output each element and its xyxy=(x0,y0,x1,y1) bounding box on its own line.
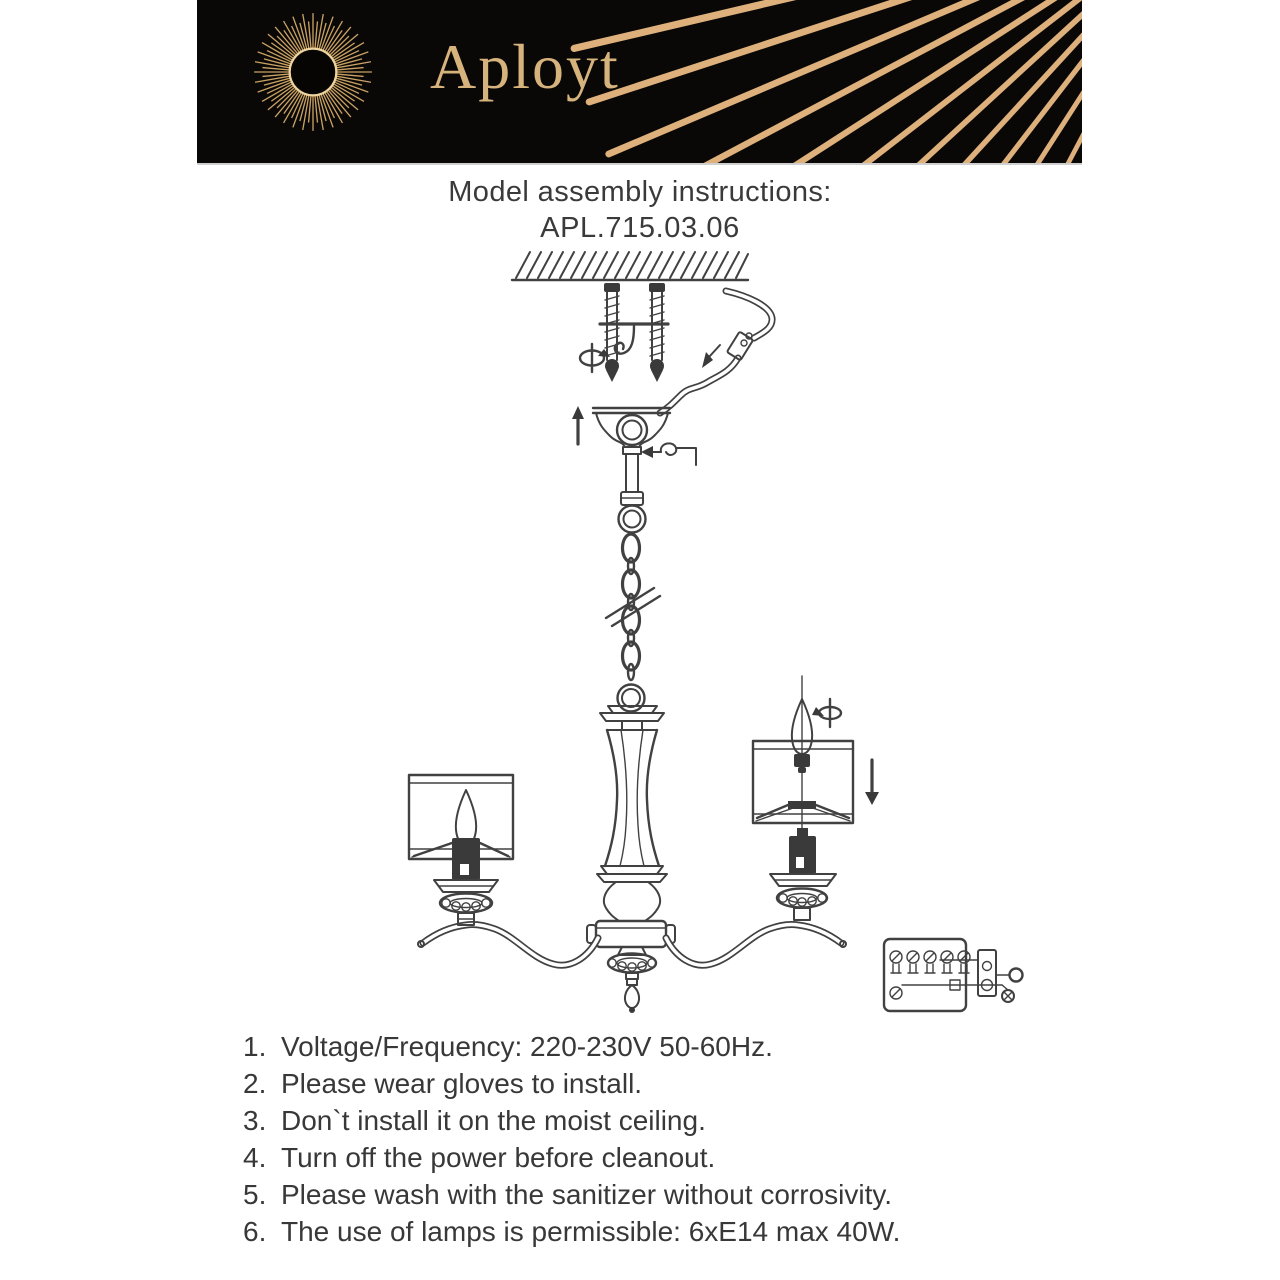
instruction-number: 6. xyxy=(243,1216,267,1247)
instruction-text: Please wear gloves to install. xyxy=(281,1068,643,1099)
anchor-screws-icon xyxy=(604,283,665,382)
instruction-item xyxy=(243,1213,1143,1250)
canopy-icon xyxy=(593,408,670,533)
instruction-text: Voltage/Frequency: 220-230V 50-60Hz. xyxy=(281,1031,773,1062)
instruction-number: 1. xyxy=(243,1031,267,1062)
power-wire-icon xyxy=(660,291,772,413)
sunburst-logo-icon xyxy=(247,6,379,138)
instruction-item xyxy=(243,1139,1143,1176)
instruction-text: Please wash with the sanitizer without corrosivity. xyxy=(281,1179,893,1210)
mounting-bracket-icon xyxy=(600,324,668,354)
instruction-number: 3. xyxy=(243,1105,267,1136)
center-column-icon xyxy=(587,706,675,947)
hanging-chain-icon xyxy=(618,534,645,712)
instruction-number: 4. xyxy=(243,1142,267,1173)
bottom-finial-icon xyxy=(608,947,656,1013)
brand-name: Aployt xyxy=(430,31,620,102)
right-arm-icon xyxy=(666,924,846,965)
instruction-item xyxy=(243,1028,1143,1065)
chain-break-icon xyxy=(606,588,660,626)
ceiling-hatch-icon xyxy=(512,252,748,280)
bulb-rotation-icon xyxy=(812,699,841,727)
model-number: APL.715.03.06 xyxy=(540,212,740,244)
instruction-text: The use of lamps is permissible: 6xE14 max 40W. xyxy=(281,1216,901,1247)
page-title: Model assembly instructions: xyxy=(448,176,832,208)
instruction-item xyxy=(243,1102,1143,1139)
down-arrow-icon xyxy=(865,760,879,805)
instructions-list xyxy=(243,1028,1143,1250)
instruction-item xyxy=(243,1065,1143,1102)
screw-rotation-icon xyxy=(580,344,610,372)
left-lamp-icon xyxy=(409,775,513,925)
up-arrow-icon xyxy=(572,406,584,444)
terminal-block-icon xyxy=(884,939,1023,1011)
instruction-number: 2. xyxy=(243,1068,267,1099)
hook-rotation-icon xyxy=(641,443,696,465)
instruction-item xyxy=(243,1176,1143,1213)
instruction-number: 5. xyxy=(243,1179,267,1210)
right-lamp-icon xyxy=(753,676,853,920)
instruction-text: Don`t install it on the moist ceiling. xyxy=(281,1105,706,1136)
instruction-text: Turn off the power before cleanout. xyxy=(281,1142,716,1173)
left-arm-icon xyxy=(418,924,598,965)
brand-banner xyxy=(197,0,1082,165)
